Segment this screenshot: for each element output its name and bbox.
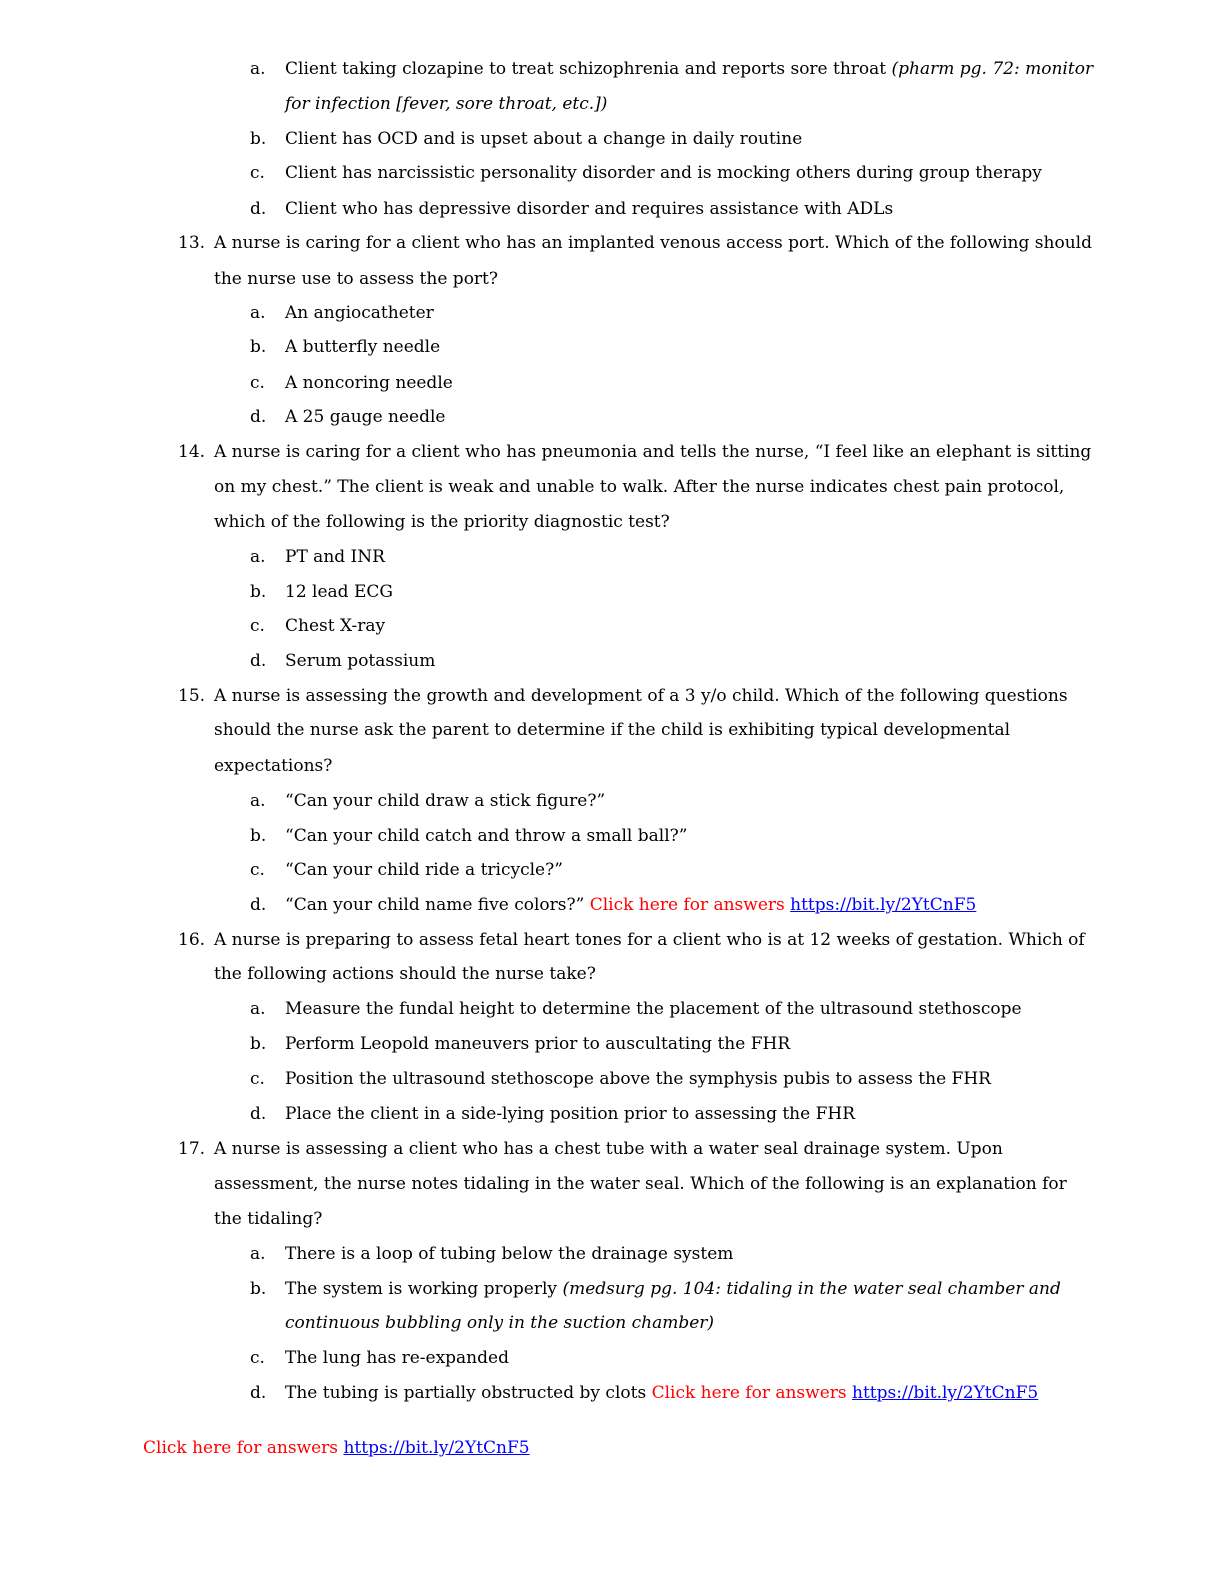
study-note: (medsurg pg. 104: tidaling in the water seal chamber and bbox=[562, 1279, 1061, 1299]
question-number: 14. bbox=[178, 442, 206, 462]
option-text: “Can your child ride a tricycle?” bbox=[285, 860, 563, 880]
question-text: A nurse is caring for a client who has pneumonia and tells the nurse, “I feel like an elephant is sitting bbox=[214, 442, 1092, 462]
question-text: should the nurse ask the parent to determine if the child is exhibiting typical developmental bbox=[214, 720, 1011, 740]
question-number: 16. bbox=[178, 930, 206, 950]
option-text: Place the client in a side-lying position prior to assessing the FHR bbox=[285, 1104, 856, 1124]
option-letter: d. bbox=[250, 407, 267, 427]
option-text: A butterfly needle bbox=[285, 337, 441, 357]
option-text: “Can your child draw a stick figure?” bbox=[285, 791, 606, 811]
question-text: A nurse is assessing the growth and development of a 3 y/o child. Which of the following questions bbox=[214, 686, 1068, 706]
footer-answers bbox=[143, 1437, 530, 1459]
answers-link[interactable]: https://bit.ly/2YtCnF5 bbox=[343, 1438, 530, 1458]
question-text: which of the following is the priority diagnostic test? bbox=[214, 512, 670, 532]
option-text: Position the ultrasound stethoscope above the symphysis pubis to assess the FHR bbox=[285, 1069, 991, 1089]
question-text: on my chest.” The client is weak and unable to walk. After the nurse indicates chest pain protocol, bbox=[214, 477, 1065, 497]
option-letter: b. bbox=[250, 1034, 267, 1054]
question-text: A nurse is preparing to assess fetal heart tones for a client who is at 12 weeks of gestation. Which of bbox=[214, 930, 1085, 950]
option-text: A 25 gauge needle bbox=[285, 407, 446, 427]
option-text: Client who has depressive disorder and requires assistance with ADLs bbox=[285, 199, 894, 219]
question-text: the tidaling? bbox=[214, 1209, 323, 1229]
answers-promo: Click here for answers bbox=[143, 1438, 339, 1458]
option-text: Client taking clozapine to treat schizophrenia and reports sore throat (pharm pg. 72: monitor bbox=[285, 59, 1094, 79]
option-letter: c. bbox=[250, 616, 265, 636]
option-letter: a. bbox=[250, 999, 266, 1019]
question-text: A nurse is assessing a client who has a chest tube with a water seal drainage system. Upon bbox=[214, 1139, 1003, 1159]
option-text: Client has narcissistic personality disorder and is mocking others during group therapy bbox=[285, 163, 1042, 183]
option-letter: a. bbox=[250, 59, 266, 79]
option-text: The system is working properly (medsurg pg. 104: tidaling in the water seal chamber and bbox=[285, 1279, 1061, 1299]
option-text: There is a loop of tubing below the drainage system bbox=[285, 1244, 734, 1264]
option-text: Measure the fundal height to determine the placement of the ultrasound stethoscope bbox=[285, 999, 1022, 1019]
option-text: Perform Leopold maneuvers prior to auscultating the FHR bbox=[285, 1034, 791, 1054]
question-number: 15. bbox=[178, 686, 206, 706]
question-text: A nurse is caring for a client who has an implanted venous access port. Which of the following should bbox=[214, 233, 1092, 253]
option-letter: d. bbox=[250, 651, 267, 671]
question-text: the nurse use to assess the port? bbox=[214, 269, 498, 289]
option-letter: c. bbox=[250, 163, 265, 183]
question-text: the following actions should the nurse take? bbox=[214, 964, 596, 984]
option-text: PT and INR bbox=[285, 547, 385, 567]
option-letter: d. bbox=[250, 895, 267, 915]
answers-promo: Click here for answers bbox=[651, 1383, 847, 1403]
option-letter: c. bbox=[250, 1348, 265, 1368]
question-number: 17. bbox=[178, 1139, 206, 1159]
option-letter: b. bbox=[250, 582, 267, 602]
question-text: assessment, the nurse notes tidaling in the water seal. Which of the following is an explanation for bbox=[214, 1174, 1067, 1194]
option-letter: b. bbox=[250, 826, 267, 846]
option-letter: c. bbox=[250, 860, 265, 880]
option-text: Serum potassium bbox=[285, 651, 436, 671]
option-letter: b. bbox=[250, 129, 267, 149]
option-letter: b. bbox=[250, 1279, 267, 1299]
option-text: “Can your child catch and throw a small ball?” bbox=[285, 826, 688, 846]
study-note-continuation: continuous bubbling only in the suction chamber) bbox=[285, 1313, 715, 1333]
option-letter: c. bbox=[250, 373, 265, 393]
question-number: 13. bbox=[178, 233, 206, 253]
option-text: The lung has re-expanded bbox=[285, 1348, 509, 1368]
option-text: A noncoring needle bbox=[285, 373, 453, 393]
option-letter: a. bbox=[250, 1244, 266, 1264]
study-note-continuation: for infection [fever, sore throat, etc.]) bbox=[285, 94, 608, 114]
option-letter: b. bbox=[250, 337, 267, 357]
question-text: expectations? bbox=[214, 756, 333, 776]
option-letter: d. bbox=[250, 1104, 267, 1124]
answers-promo: Click here for answers bbox=[589, 895, 785, 915]
option-text: The tubing is partially obstructed by clots Click here for answers https://bit.ly/2YtCnF5 bbox=[285, 1383, 1039, 1403]
option-letter: d. bbox=[250, 1383, 267, 1403]
option-text: An angiocatheter bbox=[285, 303, 434, 323]
answers-link[interactable]: https://bit.ly/2YtCnF5 bbox=[790, 895, 977, 915]
option-text: 12 lead ECG bbox=[285, 582, 393, 602]
answers-link[interactable]: https://bit.ly/2YtCnF5 bbox=[852, 1383, 1039, 1403]
option-letter: d. bbox=[250, 199, 267, 219]
option-letter: c. bbox=[250, 1069, 265, 1089]
option-letter: a. bbox=[250, 303, 266, 323]
study-note: (pharm pg. 72: monitor bbox=[891, 59, 1094, 79]
option-text: Client has OCD and is upset about a change in daily routine bbox=[285, 129, 803, 149]
option-letter: a. bbox=[250, 547, 266, 567]
option-letter: a. bbox=[250, 791, 266, 811]
option-text: “Can your child name five colors?” Click here for answers https://bit.ly/2YtCnF5 bbox=[285, 895, 977, 915]
option-text: Chest X-ray bbox=[285, 616, 386, 636]
